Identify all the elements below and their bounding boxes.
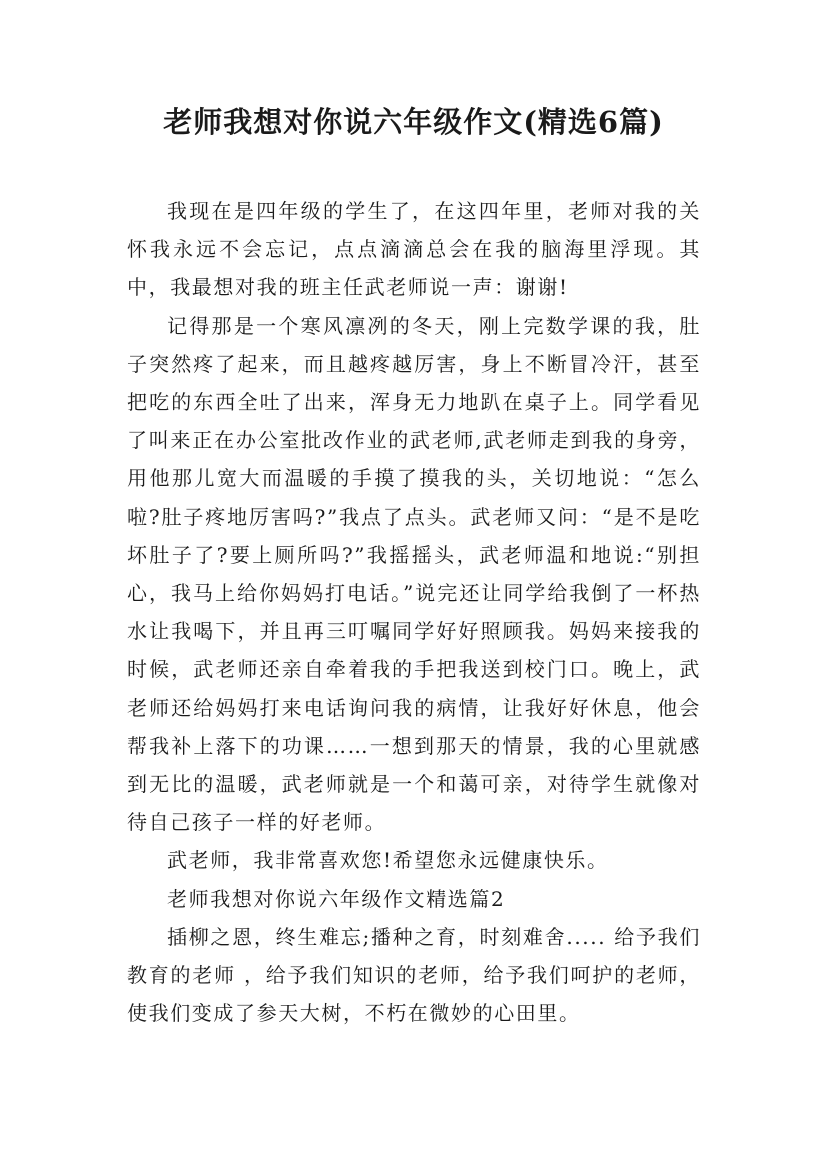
paragraph: 记得那是一个寒风凛冽的冬天，刚上完数学课的我，肚子突然疼了起来，而且越疼越厉害，身上不断冒冷汗，甚至把吃的东西全吐了出来，浑身无力地趴在桌子上。同学看见了叫来正在办公室批改作业的武老师,武老师走到我的身旁，用他那儿宽大而温暖的手摸了摸我的头，关切地说：“怎么啦?肚子疼地厉害吗?”我点了点头。武老师又问：“是不是吃坏肚子了?要上厕所吗?”我摇摇头，武老师温和地说:“别担心，我马上给你妈妈打电话。”说完还让同学给我倒了一杯热水让我喝下，并且再三叮嘱同学好好照顾我。妈妈来接我的时候，武老师还亲自牵着我的手把我送到校门口。晚上，武老师还给妈妈打来电话询问我的病情，让我好好休息，他会帮我补上落下的功课……一想到那天的情景，我的心里就感到无比的温暖，武老师就是一个和蔼可亲，对待学生就像对待自己孩子一样的好老师。 — [127, 313, 701, 835]
paragraph: 武老师，我非常喜欢您!希望您永远健康快乐。 — [167, 848, 609, 873]
paragraph: 插柳之恩，终生难忘;播种之育，时刻难舍..... 给予我们教育的老师 ，给予我们知识的老师，给予我们呵护的老师，使我们变成了参天大树，不朽在微妙的心田里。 — [127, 924, 701, 1026]
paragraph: 我现在是四年级的学生了，在这四年里，老师对我的关怀我永远不会忘记，点点滴滴总会在我的脑海里浮现。其中，我最想对我的班主任武老师说一声：谢谢! — [127, 199, 701, 300]
section-heading: 老师我想对你说六年级作文精选篇2 — [167, 886, 506, 911]
document-title: 老师我想对你说六年级作文(精选6篇) — [163, 105, 664, 139]
document-body — [127, 192, 701, 1032]
